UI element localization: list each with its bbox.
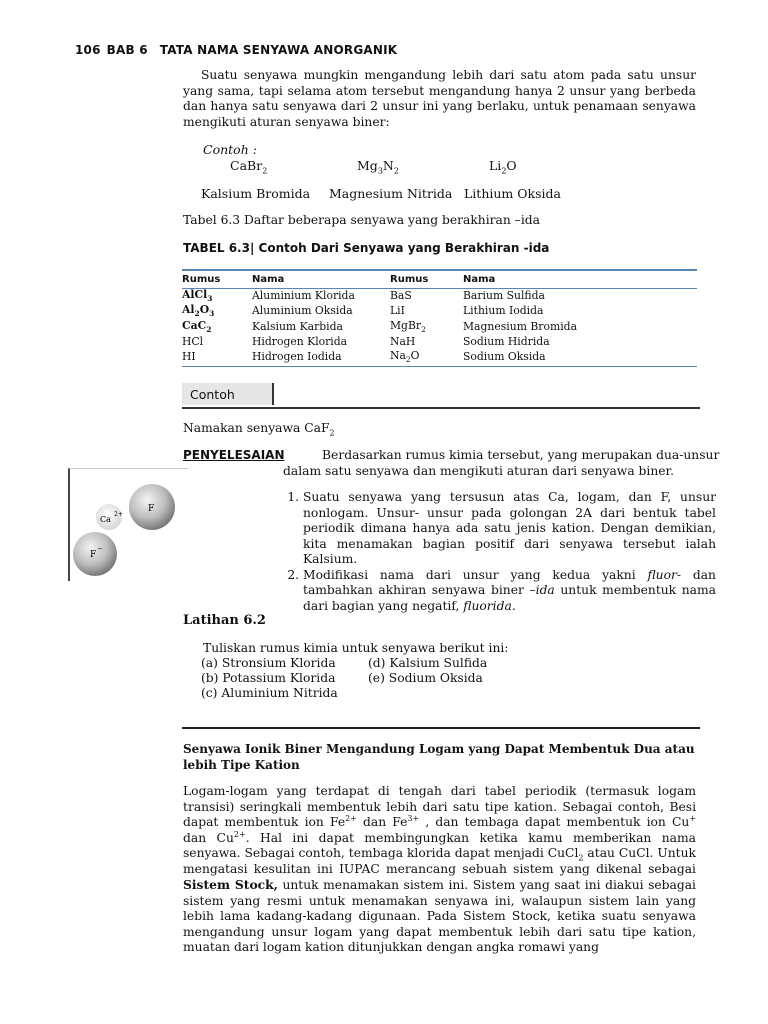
name-cell: Sodium Oksida: [463, 350, 546, 364]
table-row: [182, 288, 697, 303]
contoh-rule: [182, 407, 700, 409]
name-cell: Barium Sulfida: [463, 289, 545, 303]
latihan-item-d: (d) Kalsium Sulfida: [368, 656, 488, 670]
ion-label: F: [148, 504, 155, 514]
formula-cell: HI: [182, 350, 196, 364]
name-magnesium-nitrida: Magnesium Nitrida: [329, 186, 453, 201]
solution-line-2: dalam satu senyawa dan mengikuti aturan dari senyawa biner.: [283, 464, 674, 478]
contoh-label: Contoh :: [203, 142, 257, 157]
table-row: [182, 319, 697, 334]
latihan-title: Latihan 6.2: [183, 613, 266, 628]
section-title: Senyawa Ionik Biner Mengandung Logam yang Dapat Membentuk Dua atau lebih Tipe Kation: [183, 742, 695, 772]
col-header-rumus: Rumus: [182, 273, 221, 285]
solution-steps: [283, 490, 716, 614]
name-cell: Hidrogen Klorida: [252, 335, 348, 349]
chapter-title: TATA NAMA SENYAWA ANORGANIK: [159, 43, 398, 57]
solution-line-1: Berdasarkan rumus kimia tersebut, yang merupakan dua-unsur: [322, 448, 720, 462]
name-cell: Lithium Iodida: [463, 304, 544, 318]
ion-charge: −: [97, 545, 103, 553]
section-paragraph: Logam-logam yang terdapat di tengah dari tabel periodik (termasuk logam transisi) seringkali membentuk lebih dari satu tipe kation. Sebagai contoh, Besi dapat membentuk ion $Fe^{2+}$ dan $Fe^{3+}$ , dan tembaga dapat membentuk ion Cu+ dan $Cu^{2+}$. Hal ini dapat membingungkan ketika kamu memberikan nama senyawa. Sebagai contoh, tembaga klorida dapat menjadi CuCl$_2$ atau CuCl. Untuk mengatasi kesulitan ini IUPAC merancang sebuah sistem yang dikenal sebagai Sistem Stock, untuk menamakan sistem ini. Sistem yang saat ini diakui sebagai sistem yang resmi untuk menamakan senyawa ini, walaupun sistem lain yang lebih lama kadang-kadang digunaan. Pada Sistem Stock, ketika suatu senyawa mengandung unsur logam yang dapat membentuk lebih dari satu tipe kation, muatan dari logam kation ditunjukkan dengan angka romawi yang: [183, 784, 697, 954]
ion-spheres: [70, 469, 188, 581]
table-header-row: [182, 272, 697, 288]
example-question: Namakan senyawa CaF$_2$: [183, 421, 335, 438]
page-header: [75, 43, 397, 57]
name-kalsium-bromida: Kalsium Bromida: [201, 186, 311, 201]
solution-label: PENYELESAIAN: [183, 448, 285, 462]
formula-cell: AlCl$_3$: [182, 288, 213, 304]
formula-cell: BaS: [390, 289, 412, 303]
name-cell: Magnesium Bromida: [463, 319, 577, 333]
table-title: TABEL 6.3| Contoh Dari Senyawa yang Berakhiran -ida: [183, 241, 550, 255]
formula-cell: $Na_2O$: [390, 349, 420, 365]
formula-cell: $Al_2O_3$: [182, 303, 215, 319]
formula-cell: NaH: [390, 335, 416, 349]
chapter-label: BAB 6: [106, 43, 148, 57]
formula-li2o: $Li_2O$: [489, 158, 517, 176]
formula-cell: MgBr$_2$: [390, 318, 426, 334]
solution-step-2: 2. Modifikasi nama dari unsur yang kedua yakni fluor- dan tambahkan akhiran senyawa biner –ida untuk membentuk nama dari bagian yang negatif, fluorida.: [303, 568, 716, 615]
ion-illustration: [68, 468, 188, 581]
page-number: 106: [75, 43, 101, 57]
intro-paragraph: Suatu senyawa mungkin mengandung lebih dari satu atom pada satu unsur yang sama, tapi selama atom tersebut mengandung hanya 2 unsur yang berbeda dan hanya satu senyawa dari 2 unsur ini yang berlaku, untuk penamaan senyawa mengikuti aturan senyawa biner:: [183, 68, 696, 129]
col-header-rumus: Rumus: [390, 273, 429, 285]
latihan-item-e: (e) Sodium Oksida: [368, 671, 483, 685]
latihan-item-b: (b) Potassium Klorida: [201, 671, 336, 685]
formula-cell: HCl: [182, 335, 204, 349]
compounds-table: [182, 272, 697, 364]
section-divider: [182, 727, 700, 729]
table-row: [182, 349, 697, 364]
name-cell: Hidrogen Iodida: [252, 350, 342, 364]
ion-charge: 2+: [114, 511, 123, 518]
name-cell: Aluminium Klorida: [252, 289, 355, 303]
col-header-nama: Nama: [252, 273, 285, 285]
name-cell: Aluminium Oksida: [252, 304, 353, 318]
latihan-intro: Tuliskan rumus kimia untuk senyawa berikut ini:: [203, 641, 509, 655]
formula-cell: CaC$_2$: [182, 318, 212, 334]
ion-label: Ca: [100, 515, 111, 524]
formula-cell: LiI: [390, 304, 405, 318]
latihan-item-a: (a) Stronsium Klorida: [201, 656, 336, 670]
col-header-nama: Nama: [463, 273, 496, 285]
formula-mg3n2: $Mg_3N_2$: [357, 158, 399, 176]
table-row: [182, 303, 697, 318]
solution-step-1: 1. Suatu senyawa yang tersusun atas Ca, logam, dan F, unsur nonlogam. Unsur- unsur pada golongan 2A dari bentuk tabel periodik dimana hanya ada satu jenis kation. Dengan demikian, kita menamakan bagian positif dari senyawa tersebut ialah Kalsium.: [303, 490, 716, 568]
table-row: [182, 334, 697, 349]
name-lithium-oksida: Lithium Oksida: [464, 186, 561, 201]
table-bottom-rule: [182, 366, 697, 367]
formula-cabr2: CaBr$_2$: [230, 158, 268, 176]
ion-label: F: [90, 550, 97, 560]
name-cell: Sodium Hidrida: [463, 335, 550, 349]
table-caption: Tabel 6.3 Daftar beberapa senyawa yang berakhiran –ida: [183, 213, 540, 227]
table-top-rule: [182, 269, 697, 271]
latihan-item-c: (c) Aluminium Nitrida: [201, 686, 338, 700]
name-cell: Kalsium Karbida: [252, 319, 343, 333]
contoh-box: Contoh: [182, 383, 274, 405]
